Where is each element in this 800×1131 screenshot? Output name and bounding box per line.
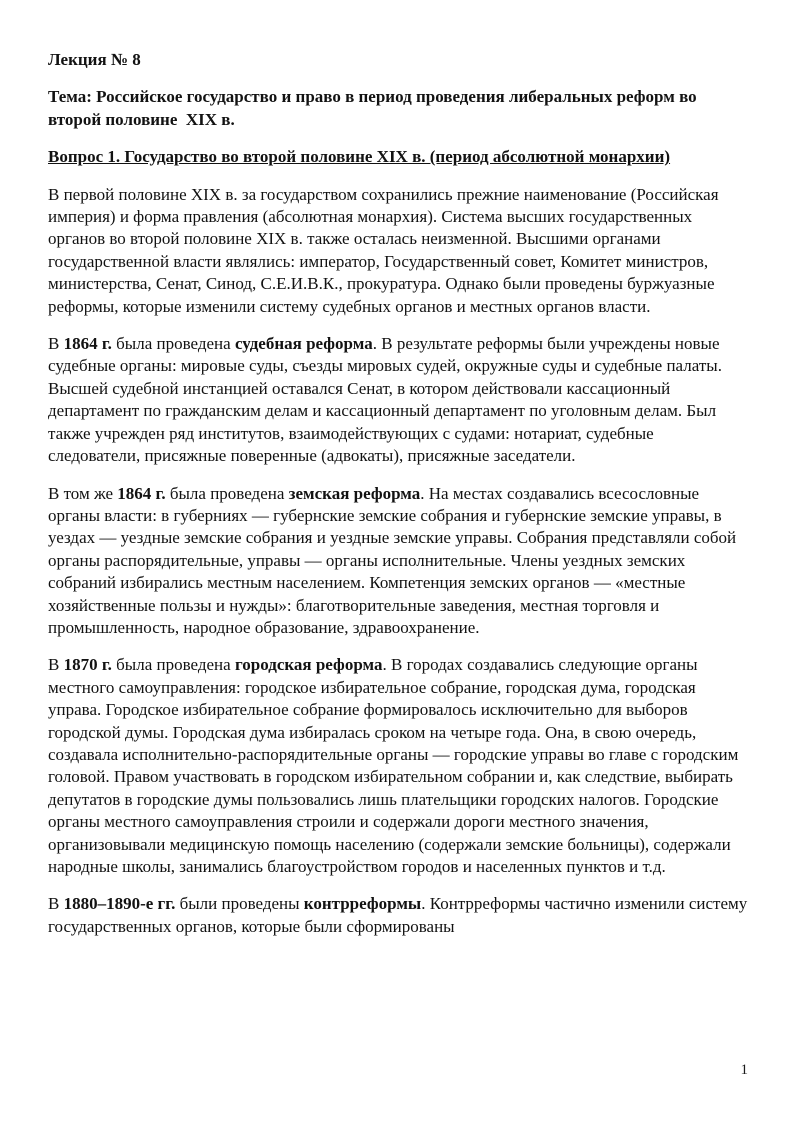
text-run: Вопрос 1. Государство во второй половине XIX в. (период абсолютной монархии) bbox=[48, 147, 671, 167]
text-run: В bbox=[48, 655, 64, 675]
text-run: В bbox=[48, 894, 64, 914]
text-run: судебная реформа bbox=[234, 334, 373, 354]
paragraph-zemstvo-reform-1864 bbox=[48, 483, 750, 640]
theme-heading bbox=[48, 86, 750, 131]
text-run: 1880–1890-е гг. bbox=[63, 894, 176, 914]
paragraph-judicial-reform-1864 bbox=[48, 333, 750, 467]
question-1-heading bbox=[48, 146, 750, 168]
text-run: В том же bbox=[48, 483, 118, 503]
lecture-title bbox=[48, 49, 750, 71]
text-run: 1864 г. bbox=[117, 483, 166, 503]
text-run: контрреформы bbox=[303, 894, 422, 914]
text-run: . На местах создавались всесословные органы власти: в губерниях — губернские земские собрания и губернские земские управы, в уездах — уездные земские собрания и уездные земские управы. Собрания представляли собой органы распорядительные, управы — органы исполнительные. Члены уездных земских собраний избирались местным населением. Компетенция земских органов — «местные хозяйственные пользы и нужды»: благотворительные заведения, местная торговля и промышленность, народное образование, здравоохранение. bbox=[48, 483, 741, 637]
text-run: . В городах создавались следующие органы местного самоуправления: городское избирательное собрание, городская дума, городская управа. Городское избирательное собрание формировалось исключительно для выборов городской думы. Городская дума избиралась сроком на четыре года. Она, в свою очередь, создавала исполнительно-распорядительные органы — городские управы во главе с городским головой. Правом участвовать в городском избирательном собрании и, как следствие, выбирать депутатов в городские думы пользовались лишь плательщики городских налогов. Городские органы местного самоуправления строили и содержали дороги местного значения, организовывали медицинскую помощь населению (содержали земские больницы), содержали народные школы, занимались благоустройством городов и населенных пунктов и т.д. bbox=[48, 655, 743, 876]
text-run: . Контрреформы частично изменили систему государственных органов, которые были сформированы bbox=[48, 894, 752, 936]
text-run: была проведена bbox=[111, 334, 235, 354]
text-run: городская реформа bbox=[234, 655, 383, 675]
text-run: 1870 г. bbox=[63, 655, 112, 675]
paragraph-counter-reforms-1880-1890 bbox=[48, 893, 750, 938]
text-run: были проведены bbox=[175, 894, 304, 914]
document-body bbox=[48, 49, 750, 938]
paragraph-state-overview bbox=[48, 184, 750, 318]
text-run: Лекция № 8 bbox=[48, 50, 141, 69]
text-run: земская реформа bbox=[288, 483, 421, 503]
text-run: была проведена bbox=[111, 655, 235, 675]
text-run: В первой половине XIX в. за государством сохранились прежние наименование (Российская империя) и форма правления (абсолютная монархия). Система высших государственных органов во второй половине XIX в. также осталась неизменной. Высшими органами государственной власти являлись: император, Государственный совет, Комитет министров, министерства, Сенат, Синод, С.Е.И.В.К., прокуратура. Однако были проведены буржуазные реформы, которые изменили систему судебных органов и местных органов власти. bbox=[48, 184, 723, 316]
text-run: В bbox=[48, 334, 64, 354]
page-number: 1 bbox=[740, 1062, 748, 1078]
paragraph-city-reform-1870 bbox=[48, 654, 750, 878]
text-run: . В результате реформы были учреждены новые судебные органы: мировые суды, съезды мировых судей, окружные суды и судебные палаты. Высшей судебной инстанцией оставался Сенат, в котором действовали кассационный департамент по гражданским делам и кассационный департамент по уголовным делам. Был также учрежден ряд институтов, взаимодействующих с судами: нотариат, судебные следователи, присяжные поверенные (адвокаты), присяжные заседатели. bbox=[48, 334, 727, 466]
text-run: была проведена bbox=[165, 483, 289, 503]
text-run: Тема: Российское государство и право в период проведения либеральных реформ во второй половине XIX в. bbox=[48, 87, 701, 129]
text-run: 1864 г. bbox=[63, 334, 112, 354]
